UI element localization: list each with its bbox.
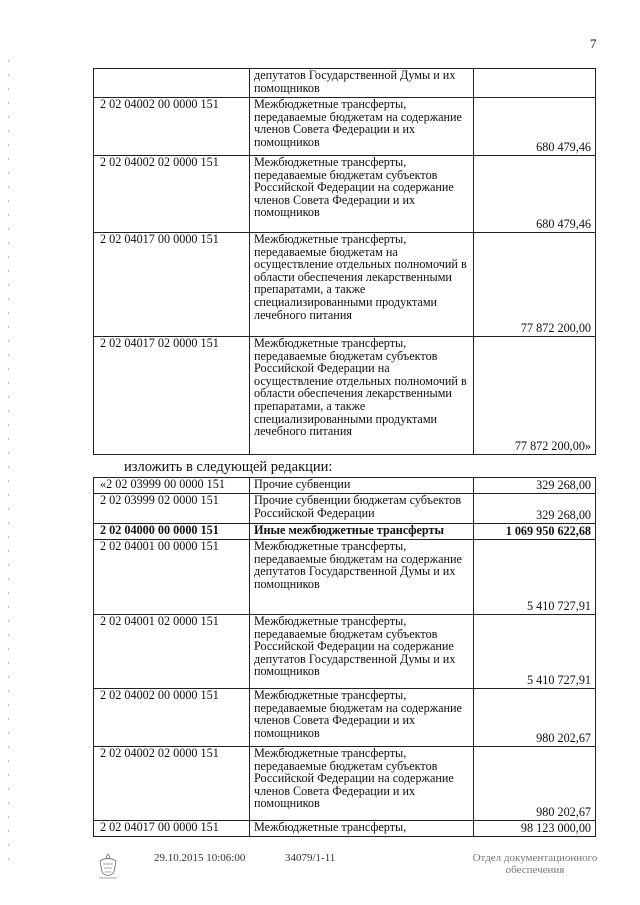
amount-cell: 77 872 200,00 <box>474 233 596 337</box>
amount-cell: 1 069 950 622,68 <box>474 524 596 540</box>
name-cell: Межбюджетные трансферты, передаваемые бюджетам на осуществление отдельных полномочий в области обеспечения лекарственными препаратами, а также специализированными продуктами лечебного питания <box>250 233 474 337</box>
name-cell: Прочие субвенции <box>250 478 474 494</box>
code-cell: 2 02 04001 00 0000 151 <box>94 540 250 615</box>
code-cell: 2 02 04017 00 0000 151 <box>94 233 250 337</box>
stamp-line: обеспечения <box>505 864 565 876</box>
table-row <box>94 747 596 821</box>
code-cell: 2 02 04001 02 0000 151 <box>94 615 250 689</box>
table-row <box>94 478 596 494</box>
budget-table-revised <box>93 477 596 837</box>
table-row <box>94 233 596 337</box>
table-row <box>94 156 596 233</box>
amount-cell: 5 410 727,91 <box>474 615 596 689</box>
name-cell: Межбюджетные трансферты, <box>250 821 474 837</box>
table-row <box>94 540 596 615</box>
code-cell: 2 02 04017 02 0000 151 <box>94 337 250 455</box>
table-row <box>94 821 596 837</box>
name-cell: Межбюджетные трансферты, передаваемые бюджетам субъектов Российской Федерации на содержание депутатов Государственной Думы и их помощников <box>250 615 474 689</box>
table-row <box>94 69 596 98</box>
footer-timestamp: 29.10.2015 10:06:00 <box>154 852 246 864</box>
amount-cell: 98 123 000,00 <box>474 821 596 837</box>
amount-cell: 680 479,46 <box>474 156 596 233</box>
name-cell: Межбюджетные трансферты, передаваемые бюджетам на содержание членов Совета Федерации и их помощников <box>250 98 474 156</box>
table-row <box>94 615 596 689</box>
footer-doc-number: 34079/1-11 <box>285 852 336 864</box>
code-cell: 2 02 04000 00 0000 151 <box>94 524 250 540</box>
amount-cell: 980 202,67 <box>474 747 596 821</box>
amount-cell: 77 872 200,00» <box>474 337 596 455</box>
department-stamp <box>455 852 615 876</box>
code-cell: 2 02 04002 02 0000 151 <box>94 156 250 233</box>
code-cell: 2 02 03999 02 0000 151 <box>94 494 250 524</box>
name-cell: Межбюджетные трансферты, передаваемые бюджетам субъектов Российской Федерации на содержание членов Совета Федерации и их помощников <box>250 747 474 821</box>
table-row <box>94 689 596 747</box>
amount-cell: 329 268,00 <box>474 478 596 494</box>
code-cell: 2 02 04002 00 0000 151 <box>94 98 250 156</box>
name-cell: Межбюджетные трансферты, передаваемые бюджетам на содержание депутатов Государственной Думы и их помощников <box>250 540 474 615</box>
page-number: 7 <box>590 36 597 51</box>
scan-edge-artifact <box>8 60 9 860</box>
table-row <box>94 494 596 524</box>
table-row-total <box>94 524 596 540</box>
stamp-line: Отдел документационного <box>472 852 598 864</box>
code-cell: 2 02 04002 00 0000 151 <box>94 689 250 747</box>
name-cell: Межбюджетные трансферты, передаваемые бюджетам на содержание членов Совета Федерации и их помощников <box>250 689 474 747</box>
code-cell: 2 02 04002 02 0000 151 <box>94 747 250 821</box>
code-cell <box>94 69 250 98</box>
revision-caption: изложить в следующей редакции: <box>124 459 333 475</box>
code-cell: «2 02 03999 00 0000 151 <box>94 478 250 494</box>
code-cell: 2 02 04017 00 0000 151 <box>94 821 250 837</box>
amount-cell: 980 202,67 <box>474 689 596 747</box>
amount-cell: 5 410 727,91 <box>474 540 596 615</box>
amount-cell: 329 268,00 <box>474 494 596 524</box>
name-cell: Межбюджетные трансферты, передаваемые бюджетам субъектов Российской Федерации на содержание членов Совета Федерации и их помощников <box>250 156 474 233</box>
table-row <box>94 337 596 455</box>
budget-table-top <box>93 68 596 455</box>
coat-of-arms-icon <box>96 852 120 882</box>
name-cell: Иные межбюджетные трансферты <box>250 524 474 540</box>
name-cell: Межбюджетные трансферты, передаваемые бюджетам субъектов Российской Федерации на осуществление отдельных полномочий в области обеспечения лекарственными препаратами, а также специализированными продуктами лечебного питания <box>250 337 474 455</box>
amount-cell <box>474 69 596 98</box>
table-row <box>94 98 596 156</box>
amount-cell: 680 479,46 <box>474 98 596 156</box>
name-cell: Прочие субвенции бюджетам субъектов Российской Федерации <box>250 494 474 524</box>
name-cell: депутатов Государственной Думы и их помощников <box>250 69 474 98</box>
